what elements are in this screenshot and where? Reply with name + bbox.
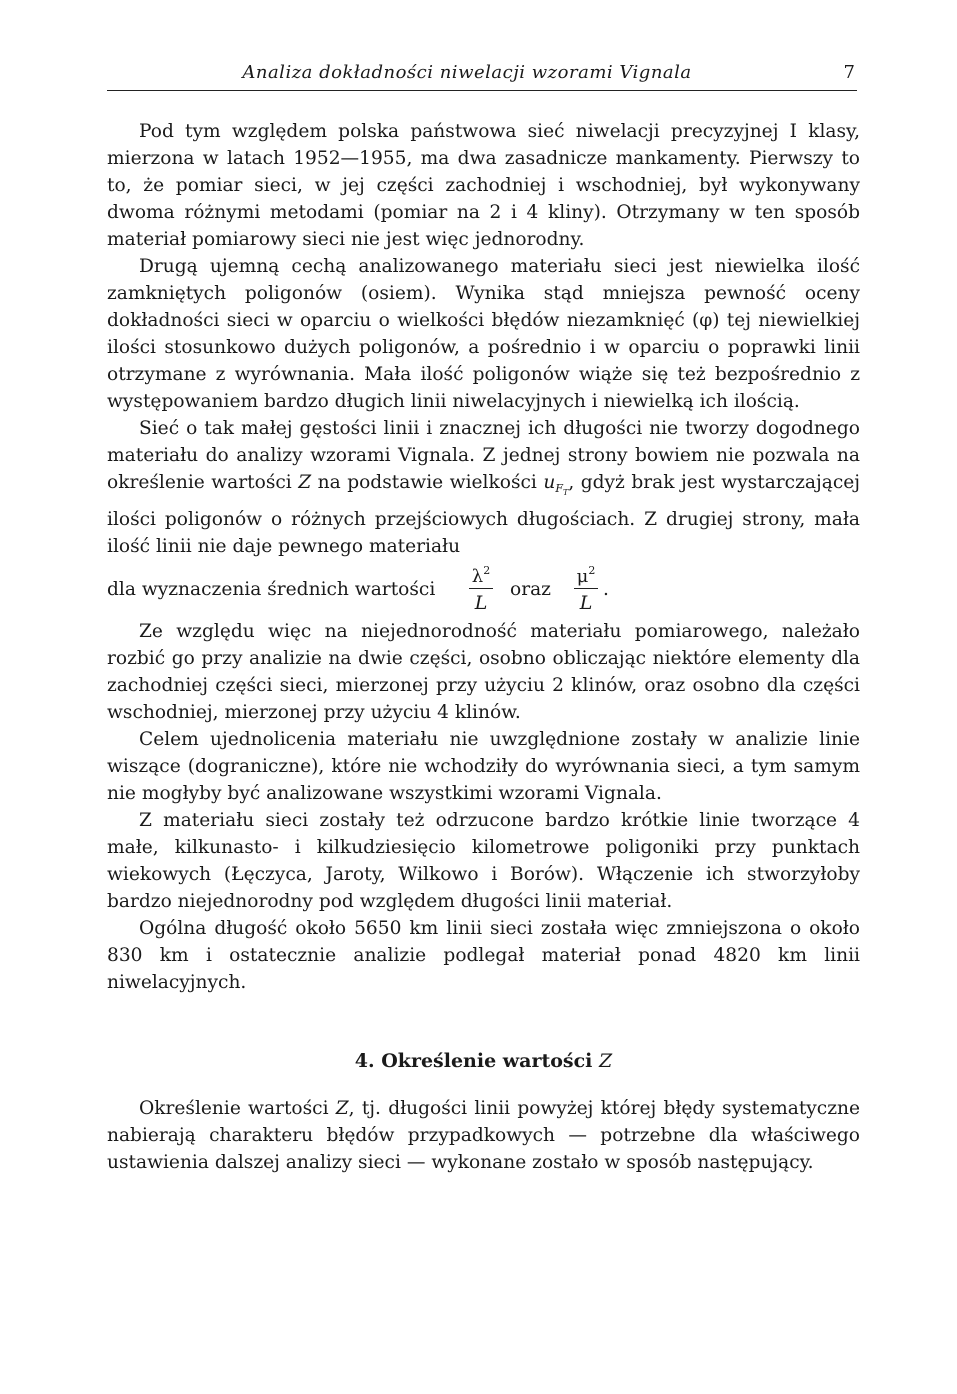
fraction-mu-squared-over-l <box>574 560 598 617</box>
fraction-1-denominator: L <box>474 592 488 614</box>
paragraph-3 <box>107 415 860 560</box>
running-title: Analiza dokładności niwelacji wzorami Vignala <box>242 62 692 83</box>
subscript-f: F <box>555 482 563 495</box>
section-heading-variable: Z <box>599 1050 613 1072</box>
variable-u: u <box>543 472 556 493</box>
page-header <box>107 60 857 91</box>
paragraph-8-variable-z: Z <box>335 1098 349 1119</box>
mu-symbol: μ <box>576 566 589 587</box>
lambda-symbol: λ <box>471 566 484 587</box>
formula-line <box>107 560 860 618</box>
body-text <box>107 118 860 1176</box>
formula-period: . <box>603 579 609 600</box>
fraction-1-numerator <box>469 560 493 589</box>
paragraph-8-part-a: Określenie wartości <box>139 1098 336 1119</box>
fraction-2-denominator: L <box>579 592 593 614</box>
fraction-lambda-squared-over-l <box>469 560 493 617</box>
conjunction-oraz: oraz <box>510 579 551 600</box>
formula-intro-text: dla wyznaczenia średnich wartości <box>107 579 436 600</box>
lambda-exponent: 2 <box>483 564 491 577</box>
page-number: 7 <box>843 62 855 83</box>
paragraph-5: Celem ujednolicenia materiału nie uwzględnione zostały w analizie linie wiszące (dograniczne), które nie wchodziły do wyrównania sieci, a tym samym nie mogłyby być analizowane wszystkimi wzorami Vignala. <box>107 729 860 804</box>
section-heading-text: 4. Określenie wartości <box>354 1050 600 1072</box>
paragraph-8-part-b: , tj. długości linii powyżej której błędy systematyczne nabierają charakteru błędów przypadkowych — potrzebne dla właściwego ustawienia dalszej analizy sieci — wykonane zostało w sposób następujący. <box>107 1098 860 1173</box>
paragraph-8 <box>107 1095 860 1176</box>
section-heading <box>107 1048 860 1075</box>
paragraph-3-part-c: , gdyż brak jest wystarczającej ilości poligonów o różnych przejściowych długościach. Z drugiej strony, mała ilość linii nie daje pewnego materiału <box>107 472 860 557</box>
paragraph-7: Ogólna długość około 5650 km linii sieci została więc zmniejszona o około 830 km i ostatecznie analizie podlegał materiał ponad 4820 km linii niwelacyjnych. <box>107 918 860 993</box>
variable-z: Z <box>298 472 312 493</box>
paragraph-1: Pod tym względem polska państwowa sieć niwelacji precyzyjnej I klasy, mierzona w latach 1952—1955, ma dwa zasadnicze mankamenty. Pierwszy to to, że pomiar sieci, w jej części zachodniej i wschodniej, był wykonywany dwoma różnymi metodami (pomiar na 2 i 4 kliny). Otrzymany w ten sposób materiał pomiarowy sieci nie jest więc jednorodny. <box>107 121 860 250</box>
paragraph-4: Ze względu więc na niejednorodność materiału pomiarowego, należało rozbić go przy analizie na dwie części, osobno obliczając niektóre elementy dla zachodniej części sieci, mierzonej przy użyciu 2 klinów, oraz osobno dla części wschodniej, mierzonej przy użyciu 4 klinów. <box>107 621 860 723</box>
subscript-t: T <box>562 488 569 497</box>
paragraph-2: Drugą ujemną cechą analizowanego materiału sieci jest niewielka ilość zamkniętych poligonów (osiem). Wynika stąd mniejsza pewność oceny dokładności sieci w oparciu o wielkości błędów niezamknięć (φ) tej niewielkiej ilości stosunkowo dużych poligonów, a pośrednio i w oparciu o poprawki linii otrzymane z wyrównania. Mała ilość poligonów wiąże się też bezpośrednio z występowaniem bardzo długich linii niwelacyjnych i niewielką ich ilością. <box>107 256 860 412</box>
mu-exponent: 2 <box>588 564 596 577</box>
paragraph-3-part-b: na podstawie wielkości <box>311 472 544 493</box>
paragraph-6: Z materiału sieci zostały też odrzucone bardzo krótkie linie tworzące 4 małe, kilkunasto- i kilkudziesięcio kilometrowe poligoniki przy punktach wiekowych (Łęczyca, Jaroty, Wilkowo i Borów). Włączenie ich stworzyłoby bardzo niejednorodny pod względem długości linii materiał. <box>107 810 860 912</box>
fraction-2-numerator <box>574 560 598 589</box>
paragraph-3-part-a: Sieć o tak małej gęstości linii i znacznej ich długości nie tworzy dogodnego materiału do analizy wzorami Vignala. Z jednej strony bowiem nie pozwala na określenie wartości <box>107 418 860 493</box>
variable-u-subscript <box>555 482 568 495</box>
